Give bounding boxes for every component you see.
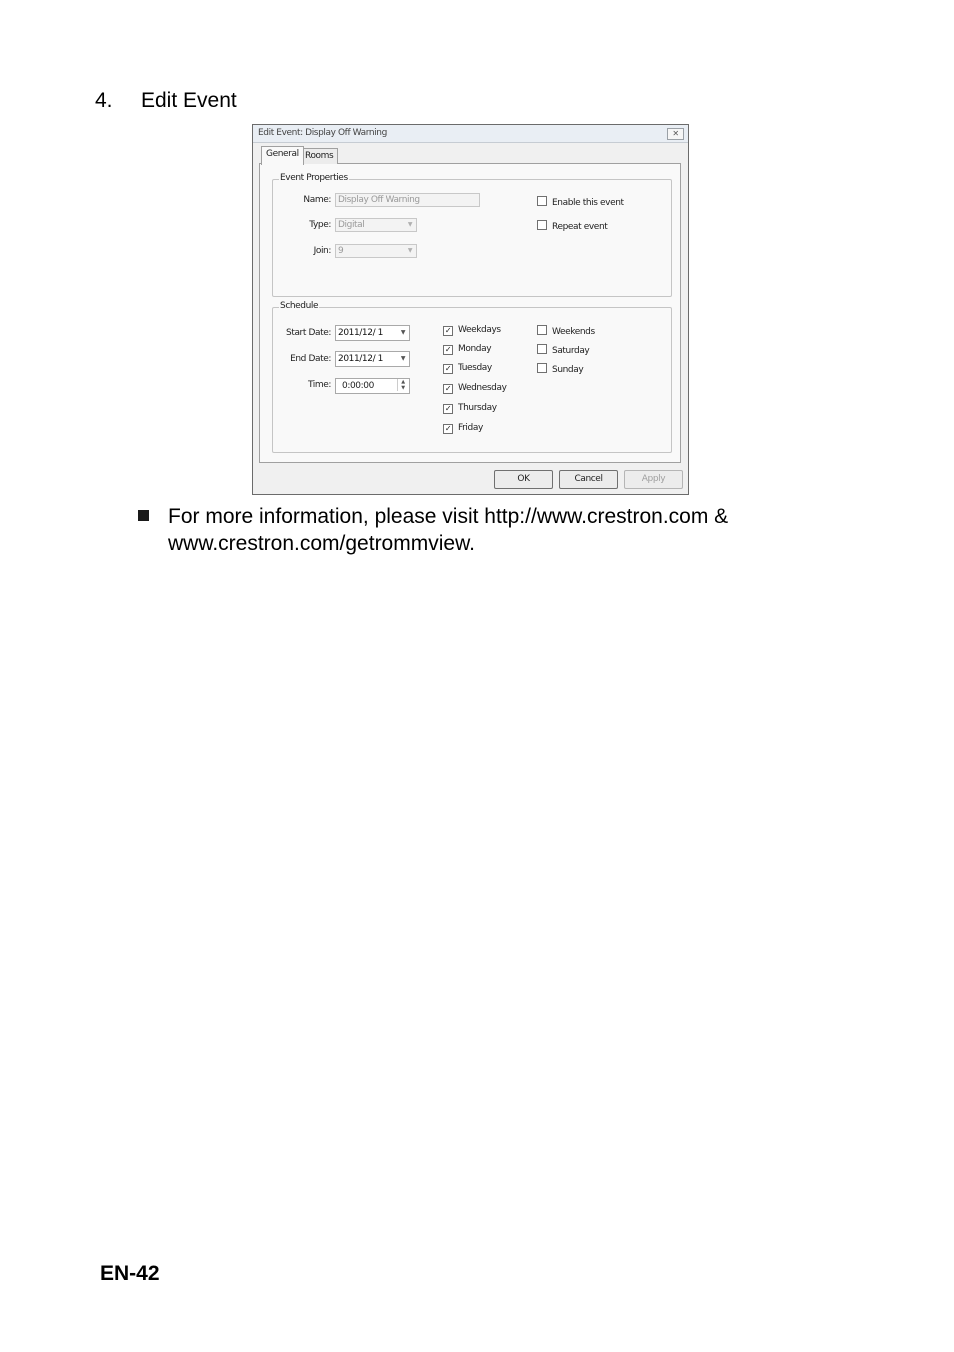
name-label: Name: — [303, 195, 331, 205]
name-field[interactable]: Display Off Warning — [335, 193, 480, 207]
end-date-label: End Date: — [290, 354, 331, 364]
cancel-button[interactable]: Cancel — [559, 470, 618, 489]
start-date-label: Start Date: — [286, 328, 331, 338]
enable-event-checkbox[interactable] — [537, 196, 624, 208]
chevron-down-icon: ▼ — [407, 247, 413, 254]
join-select[interactable] — [335, 244, 417, 258]
checkmark-icon: ✓ — [444, 384, 452, 393]
chevron-down-icon: ▼ — [400, 329, 406, 336]
checkmark-icon: ✓ — [444, 424, 452, 433]
chevron-down-icon: ▼ — [400, 355, 406, 362]
day-checkbox-wednesday[interactable] — [443, 383, 507, 394]
bullet-square-icon — [138, 510, 149, 521]
checkmark-icon: ✓ — [444, 404, 452, 413]
step-title: Edit Event — [141, 89, 237, 112]
day-label: Monday — [458, 344, 492, 354]
tab-general[interactable]: General — [261, 146, 304, 165]
time-label: Time: — [307, 380, 331, 390]
day-label: Wednesday — [458, 383, 507, 393]
enable-event-label: Enable this event — [552, 198, 624, 208]
checkmark-icon: ✓ — [444, 364, 452, 373]
type-select[interactable] — [335, 218, 417, 232]
day-checkbox-friday[interactable] — [443, 423, 483, 434]
checkmark-icon: ✓ — [444, 326, 452, 335]
schedule-legend: Schedule — [280, 301, 319, 311]
edit-event-dialog — [252, 124, 689, 495]
end-date-value: 2011/12/ 1 — [338, 354, 384, 364]
day-label: Weekdays — [458, 325, 501, 335]
day-checkbox-weekends[interactable] — [537, 325, 595, 337]
day-label: Friday — [458, 423, 483, 433]
step-number: 4. — [95, 89, 113, 112]
day-checkbox-weekdays[interactable] — [443, 325, 501, 336]
day-checkbox-tuesday[interactable] — [443, 363, 492, 374]
repeat-event-label: Repeat event — [552, 222, 608, 232]
info-text: For more information, please visit http://www.crestron.com & www.crestron.com/getrommview. — [168, 505, 729, 555]
day-checkbox-thursday[interactable] — [443, 403, 497, 414]
close-icon[interactable]: ✕ — [667, 128, 684, 140]
ok-button[interactable]: OK — [494, 470, 553, 489]
start-date-value: 2011/12/ 1 — [338, 328, 384, 338]
event-properties-legend: Event Properties — [280, 173, 348, 183]
day-label: Sunday — [552, 365, 584, 375]
day-checkbox-monday[interactable] — [443, 344, 491, 355]
event-properties-group — [272, 173, 672, 297]
spinner-arrows-icon[interactable]: ▲ ▼ — [397, 379, 408, 391]
page-number: EN-42 — [100, 1262, 160, 1285]
general-tab-panel — [259, 163, 681, 463]
dialog-titlebar — [253, 125, 688, 143]
join-label: Join: — [313, 246, 331, 256]
day-checkbox-sunday[interactable] — [537, 363, 583, 375]
time-spinner[interactable] — [335, 378, 410, 394]
start-date-picker[interactable] — [335, 325, 410, 341]
checkbox-box — [537, 220, 547, 230]
dialog-title: Edit Event: Display Off Warning — [258, 128, 387, 138]
tab-rooms[interactable]: Rooms — [300, 148, 338, 164]
day-label: Thursday — [458, 403, 497, 413]
checkbox-box — [537, 363, 547, 373]
checkbox-box — [537, 196, 547, 206]
type-value: Digital — [338, 220, 365, 230]
day-checkbox-saturday[interactable] — [537, 344, 589, 356]
checkbox-box — [537, 344, 547, 354]
join-value: 9 — [338, 246, 344, 256]
checkmark-icon: ✓ — [444, 345, 452, 354]
schedule-group — [272, 301, 672, 453]
day-label: Weekends — [552, 327, 595, 337]
day-label: Saturday — [552, 346, 590, 356]
apply-button[interactable]: Apply — [624, 470, 683, 489]
chevron-down-icon: ▼ — [407, 221, 413, 228]
type-label: Type: — [309, 220, 331, 230]
checkbox-box — [537, 325, 547, 335]
repeat-event-checkbox[interactable] — [537, 220, 607, 232]
end-date-picker[interactable] — [335, 351, 410, 367]
time-value: 0:00:00 — [342, 381, 374, 391]
day-label: Tuesday — [458, 363, 492, 373]
